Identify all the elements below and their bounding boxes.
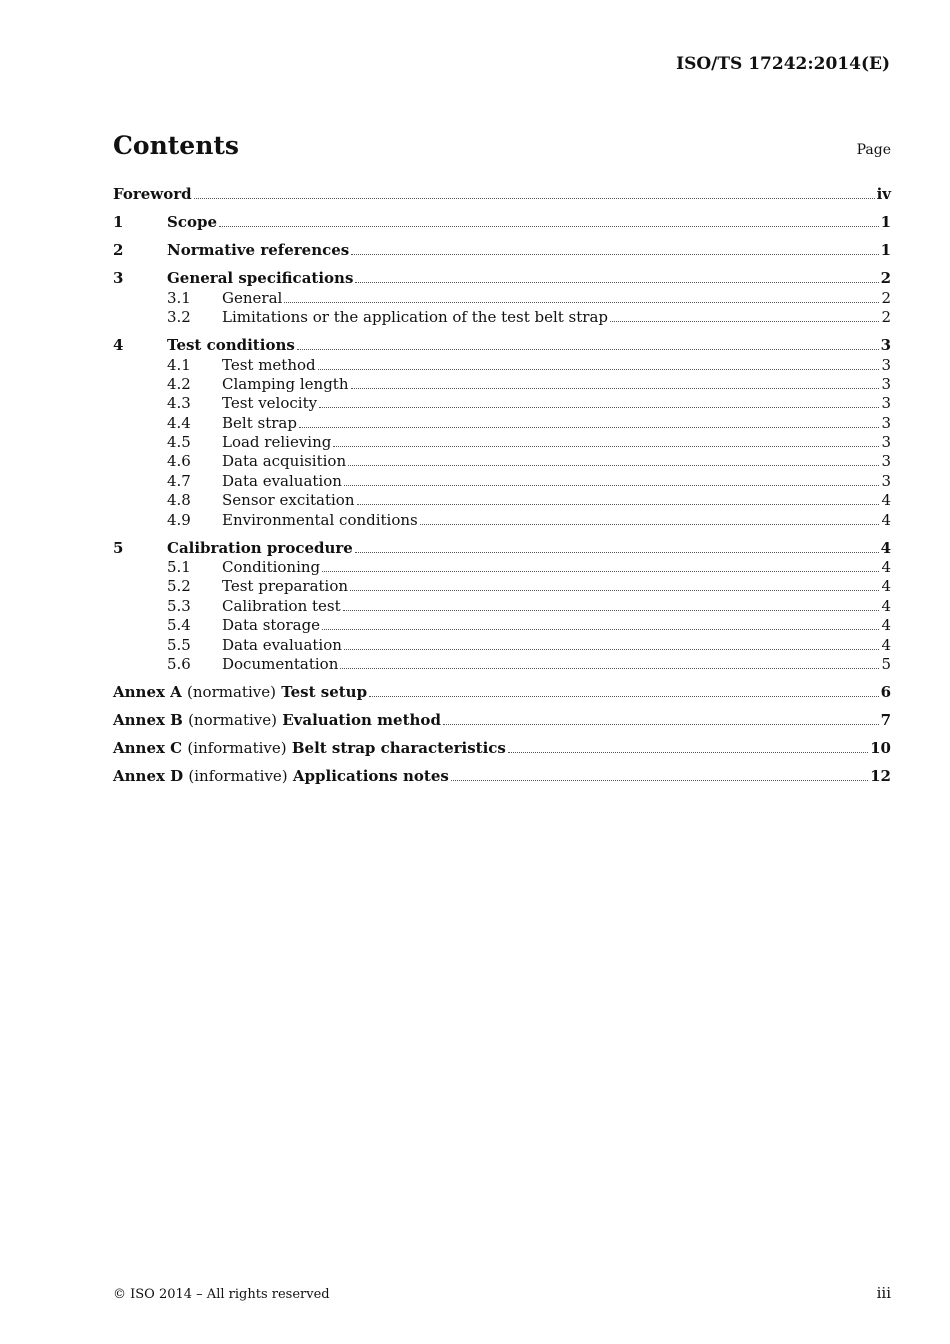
toc-subentry-title: Data storage [222, 616, 321, 635]
dot-leader [350, 590, 879, 591]
toc-subentry[interactable] [113, 413, 891, 432]
toc-subentry-number: 4.2 [167, 374, 191, 393]
annex-id: Annex D [113, 766, 184, 785]
dot-leader [299, 427, 880, 428]
toc-subentry-title: General [222, 288, 283, 307]
dot-leader [319, 407, 879, 408]
toc-entry[interactable] [113, 269, 891, 288]
dot-leader [322, 629, 879, 630]
toc-subentry-number: 5.4 [167, 616, 191, 635]
toc-subentry-page: 4 [881, 635, 891, 654]
toc-entry-number: 4 [113, 336, 124, 355]
toc-subentry[interactable] [113, 577, 891, 596]
dot-leader [420, 524, 880, 525]
toc-entry-number: 1 [113, 213, 124, 232]
toc-subentry-page: 4 [881, 491, 891, 510]
toc-subentry[interactable] [113, 655, 891, 674]
toc-entry-number: 5 [113, 538, 124, 557]
dot-leader [284, 302, 879, 303]
dot-leader [355, 552, 879, 553]
annex-id: Annex A [113, 682, 182, 701]
dot-leader [340, 668, 879, 669]
toc-subentry-page: 4 [881, 510, 891, 529]
toc-subentry-number: 5.3 [167, 596, 191, 615]
toc-entry-page: 1 [880, 213, 891, 232]
document-id: ISO/TS 17242:2014(E) [676, 54, 890, 74]
toc-annex-entry[interactable] [113, 711, 891, 730]
toc-entry-number: 2 [113, 241, 124, 260]
toc-subentry-page: 2 [881, 288, 891, 307]
toc-entry-number: 3 [113, 269, 124, 288]
toc-entry-page: 1 [880, 241, 891, 260]
toc-subentry-title: Data evaluation [222, 471, 342, 490]
annex-heading [113, 711, 441, 730]
toc-entry[interactable] [113, 241, 891, 260]
toc-subentry-number: 5.5 [167, 635, 191, 654]
toc-subentry-page: 4 [881, 577, 891, 596]
annex-page: 10 [870, 738, 891, 757]
toc-subentry[interactable] [113, 375, 891, 394]
toc-subentry[interactable] [113, 433, 891, 452]
annex-page: 7 [880, 710, 891, 729]
toc-annex-entry[interactable] [113, 683, 891, 702]
dot-leader [451, 780, 868, 781]
toc-subentry-page: 3 [881, 355, 891, 374]
toc-entry-page: 2 [880, 269, 891, 288]
toc-subentry-page: 4 [881, 596, 891, 615]
toc-subentry-page: 4 [881, 558, 891, 576]
toc-subentry-number: 5.2 [167, 577, 191, 596]
toc-subentry[interactable] [113, 308, 891, 327]
toc-subentry[interactable] [113, 635, 891, 654]
toc-subentry-number: 4.5 [167, 433, 191, 452]
dot-leader [369, 696, 878, 697]
dot-leader [344, 649, 880, 650]
annex-kind: (informative) [187, 738, 287, 757]
dot-leader [333, 446, 879, 447]
toc-subentry[interactable] [113, 288, 891, 307]
toc-entry[interactable] [113, 336, 891, 355]
annex-kind: (informative) [188, 766, 288, 785]
toc-entry-title: Calibration procedure [167, 538, 353, 557]
toc-subentry-title: Environmental conditions [222, 510, 418, 529]
dot-leader [355, 282, 878, 283]
toc-subentry-number: 4.4 [167, 413, 191, 432]
toc-subentry-title: Load relieving [222, 433, 332, 452]
toc-subentry-number: 5.6 [167, 654, 191, 673]
toc-subentry-title: Data acquisition [222, 452, 347, 471]
toc-subentry-number: 4.9 [167, 510, 191, 529]
toc-subentry-page: 2 [881, 308, 891, 327]
toc-subentry-number: 3.1 [167, 288, 191, 307]
toc-subentry-title: Documentation [222, 654, 339, 673]
toc-subentry-title: Conditioning [222, 558, 321, 576]
toc-subentry-title: Limitations or the application of the test belt strap [222, 308, 609, 327]
table-of-contents [113, 185, 891, 786]
annex-title: Test setup [281, 682, 368, 701]
toc-entry-page: 3 [880, 336, 891, 355]
page-column-label: Page [856, 142, 891, 158]
dot-leader [348, 465, 879, 466]
annex-id: Annex B [113, 710, 183, 729]
toc-subentry-title: Test velocity [222, 394, 318, 413]
annex-title: Belt strap characteristics [291, 738, 506, 757]
toc-entry-title: Scope [167, 213, 218, 232]
toc-subentry-page: 5 [881, 654, 891, 673]
annex-kind: (normative) [188, 710, 277, 729]
toc-subentry-page: 3 [881, 471, 891, 490]
toc-subentry-title: Sensor excitation [222, 491, 355, 510]
annex-id: Annex C [113, 738, 183, 757]
toc-subentry-title: Data evaluation [222, 635, 342, 654]
toc-subentry[interactable] [113, 616, 891, 635]
toc-subentry-title: Calibration test [222, 596, 341, 615]
dot-leader [344, 485, 880, 486]
dot-leader [610, 321, 879, 322]
dot-leader [357, 504, 880, 505]
toc-entry-title: Test conditions [167, 336, 295, 355]
toc-annex-entry[interactable] [113, 739, 891, 758]
annex-page: 12 [870, 766, 891, 785]
toc-subentry-page: 4 [881, 616, 891, 635]
toc-subentry-title: Test preparation [222, 577, 349, 596]
toc-subentry[interactable] [113, 394, 891, 413]
dot-leader [322, 571, 879, 572]
toc-subentry-number: 4.8 [167, 491, 191, 510]
annex-page: 6 [880, 682, 891, 701]
annex-heading [113, 683, 367, 702]
toc-subentry-title: Clamping length [222, 374, 349, 393]
dot-leader [219, 226, 879, 227]
dot-leader [351, 388, 880, 389]
toc-subentry-number: 3.2 [167, 308, 191, 327]
toc-subentry-number: 4.1 [167, 355, 191, 374]
toc-entry-title: Foreword [113, 185, 192, 204]
page-title: Contents [113, 131, 240, 160]
toc-subentry-page: 3 [881, 413, 891, 432]
annex-heading [113, 739, 506, 758]
dot-leader [508, 752, 868, 753]
toc-entry-title: Normative references [167, 241, 350, 260]
toc-subentry-number: 4.6 [167, 452, 191, 471]
toc-subentry-title: Belt strap [222, 413, 297, 432]
annex-title: Applications notes [292, 766, 449, 785]
toc-subentry[interactable] [113, 491, 891, 510]
toc-annex-entry[interactable] [113, 767, 891, 786]
toc-entry-page: iv [876, 185, 891, 204]
toc-subentry-page: 3 [881, 394, 891, 413]
dot-leader [343, 610, 880, 611]
annex-heading [113, 767, 449, 786]
page-number: iii [876, 1284, 891, 1302]
toc-subentry[interactable] [113, 510, 891, 529]
toc-subentry[interactable] [113, 558, 891, 577]
toc-subentry[interactable] [113, 471, 891, 490]
dot-leader [351, 254, 878, 255]
annex-title: Evaluation method [282, 710, 441, 729]
annex-kind: (normative) [187, 682, 276, 701]
dot-leader [443, 724, 879, 725]
toc-subentry-number: 4.7 [167, 471, 191, 490]
toc-subentry-page: 3 [881, 452, 891, 471]
toc-entry[interactable] [113, 185, 891, 204]
dot-leader [194, 198, 875, 199]
toc-subentry[interactable] [113, 596, 891, 615]
toc-subentry[interactable] [113, 452, 891, 471]
toc-subentry-number: 4.3 [167, 394, 191, 413]
toc-entry[interactable] [113, 213, 891, 232]
toc-subentry[interactable] [113, 355, 891, 374]
dot-leader [297, 349, 879, 350]
toc-entry-title: General specifications [167, 269, 354, 288]
dot-leader [318, 369, 880, 370]
page-footer [113, 1284, 891, 1302]
copyright-notice: © ISO 2014 – All rights reserved [113, 1287, 330, 1302]
toc-subentry-page: 3 [881, 374, 891, 393]
toc-entry-page: 4 [880, 538, 891, 557]
toc-entry[interactable] [113, 538, 891, 557]
contents-title-row [113, 131, 891, 160]
toc-subentry-title: Test method [222, 355, 316, 374]
toc-subentry-page: 3 [881, 433, 891, 452]
toc-subentry-number: 5.1 [167, 558, 191, 576]
